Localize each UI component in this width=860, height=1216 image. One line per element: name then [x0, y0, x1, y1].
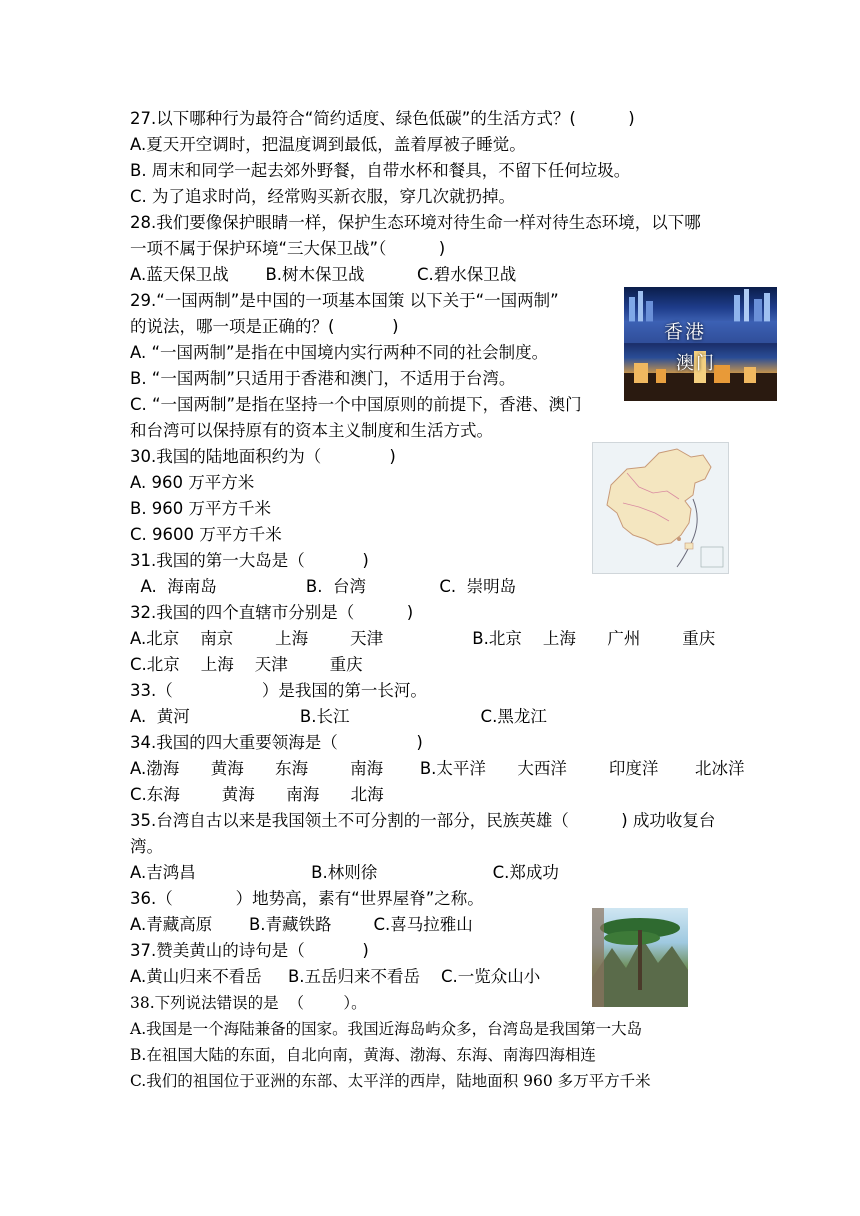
hk-label: 香港: [664, 321, 707, 343]
q29-option-b: B. “一国两制”只适用于香港和澳门，不适用于台湾。: [130, 369, 516, 388]
q35-options: A.吉鸿昌 B.林则徐 C.郑成功: [130, 863, 559, 882]
q38-stem: 38.下列说法错误的是 （ ）。: [130, 994, 367, 1012]
huangshan-pine-photo: [592, 908, 688, 1007]
q27-option-b: B. 周末和同学一起去郊外野餐，自带水杯和餐具，不留下任何垃圾。: [130, 161, 631, 180]
q29-option-a: A. “一国两制”是指在中国境内实行两种不同的社会制度。: [130, 343, 549, 362]
q29-stem: 29.“一国两制”是中国的一项基本国策 以下关于“一国两制”: [130, 291, 559, 310]
q28-stem: 28.我们要像保护眼睛一样，保护生态环境对待生命一样对待生态环境，以下哪: [130, 213, 701, 232]
q29-stem-cont: 的说法，哪一项是正确的？( ): [130, 317, 399, 336]
macau-label: 澳门: [676, 353, 716, 374]
q38-option-a: A.我国是一个海陆兼备的国家。我国近海岛屿众多，台湾岛是我国第一大岛: [130, 1020, 643, 1038]
q38-option-c: C.我们的祖国位于亚洲的东部、太平洋的西岸，陆地面积 960 多万平方千米: [130, 1072, 651, 1090]
q36-stem: 36.（ ）地势高，素有“世界屋脊”之称。: [130, 889, 484, 908]
china-map-icon: [593, 443, 728, 573]
china-map-image: [592, 442, 729, 574]
q31-options: A. 海南岛 B. 台湾 C. 崇明岛: [130, 577, 517, 596]
q30-option-b: B. 960 万平方千米: [130, 499, 272, 518]
q29-option-c: C. “一国两制”是指在坚持一个中国原则的前提下，香港、澳门: [130, 395, 582, 414]
q27-option-a: A.夏天开空调时，把温度调到最低，盖着厚被子睡觉。: [130, 135, 526, 154]
q33-stem: 33.（ ）是我国的第一长河。: [130, 681, 427, 700]
q30-option-a: A. 960 万平方米: [130, 473, 255, 492]
q32-option-c: C.北京 上海 天津 重庆: [130, 655, 363, 674]
q31-stem: 31.我国的第一大岛是（ ): [130, 551, 369, 570]
q27-stem: 27.以下哪种行为最符合“简约适度、绿色低碳”的生活方式？( ): [130, 109, 635, 128]
q38-option-b: B.在祖国大陆的东面，自北向南，黄海、渤海、东海、南海四海相连: [130, 1046, 596, 1064]
q34-option-c: C.东海 黄海 南海 北海: [130, 785, 384, 804]
pine-tree-icon: [592, 908, 688, 1007]
q37-stem: 37.赞美黄山的诗句是（ ): [130, 941, 369, 960]
q34-options-ab: A.渤海 黄海 东海 南海 B.太平洋 大西洋 印度洋 北冰洋: [130, 759, 745, 778]
q32-options-ab: A.北京 南京 上海 天津 B.北京 上海 广州 重庆: [130, 629, 716, 648]
q35-stem-cont: 湾。: [130, 837, 163, 856]
skyline-icon: [624, 287, 777, 401]
q29-option-c-cont: 和台湾可以保持原有的资本主义制度和生活方式。: [130, 421, 493, 440]
q35-stem: 35.台湾自古以来是我国领土不可分割的一部分，民族英雄（ ) 成功收复台: [130, 811, 716, 830]
q34-stem: 34.我国的四大重要领海是（ ): [130, 733, 423, 752]
q28-options: A.蓝天保卫战 B.树木保卫战 C.碧水保卫战: [130, 265, 517, 284]
q33-options: A. 黄河 B.长江 C.黑龙江: [130, 707, 547, 726]
q36-options: A.青藏高原 B.青藏铁路 C.喜马拉雅山: [130, 915, 473, 934]
q37-options: A.黄山归来不看岳 B.五岳归来不看岳 C.一览众山小: [130, 967, 541, 986]
q30-option-c: C. 9600 万平方千米: [130, 525, 282, 544]
hong-kong-macau-photo: [624, 287, 777, 401]
q28-stem-cont: 一项不属于保护环境“三大保卫战”（ ): [130, 239, 446, 258]
q30-stem: 30.我国的陆地面积约为（ ): [130, 447, 396, 466]
q32-stem: 32.我国的四个直辖市分别是（ ): [130, 603, 414, 622]
q27-option-c: C. 为了追求时尚，经常购买新衣服，穿几次就扔掉。: [130, 187, 516, 206]
